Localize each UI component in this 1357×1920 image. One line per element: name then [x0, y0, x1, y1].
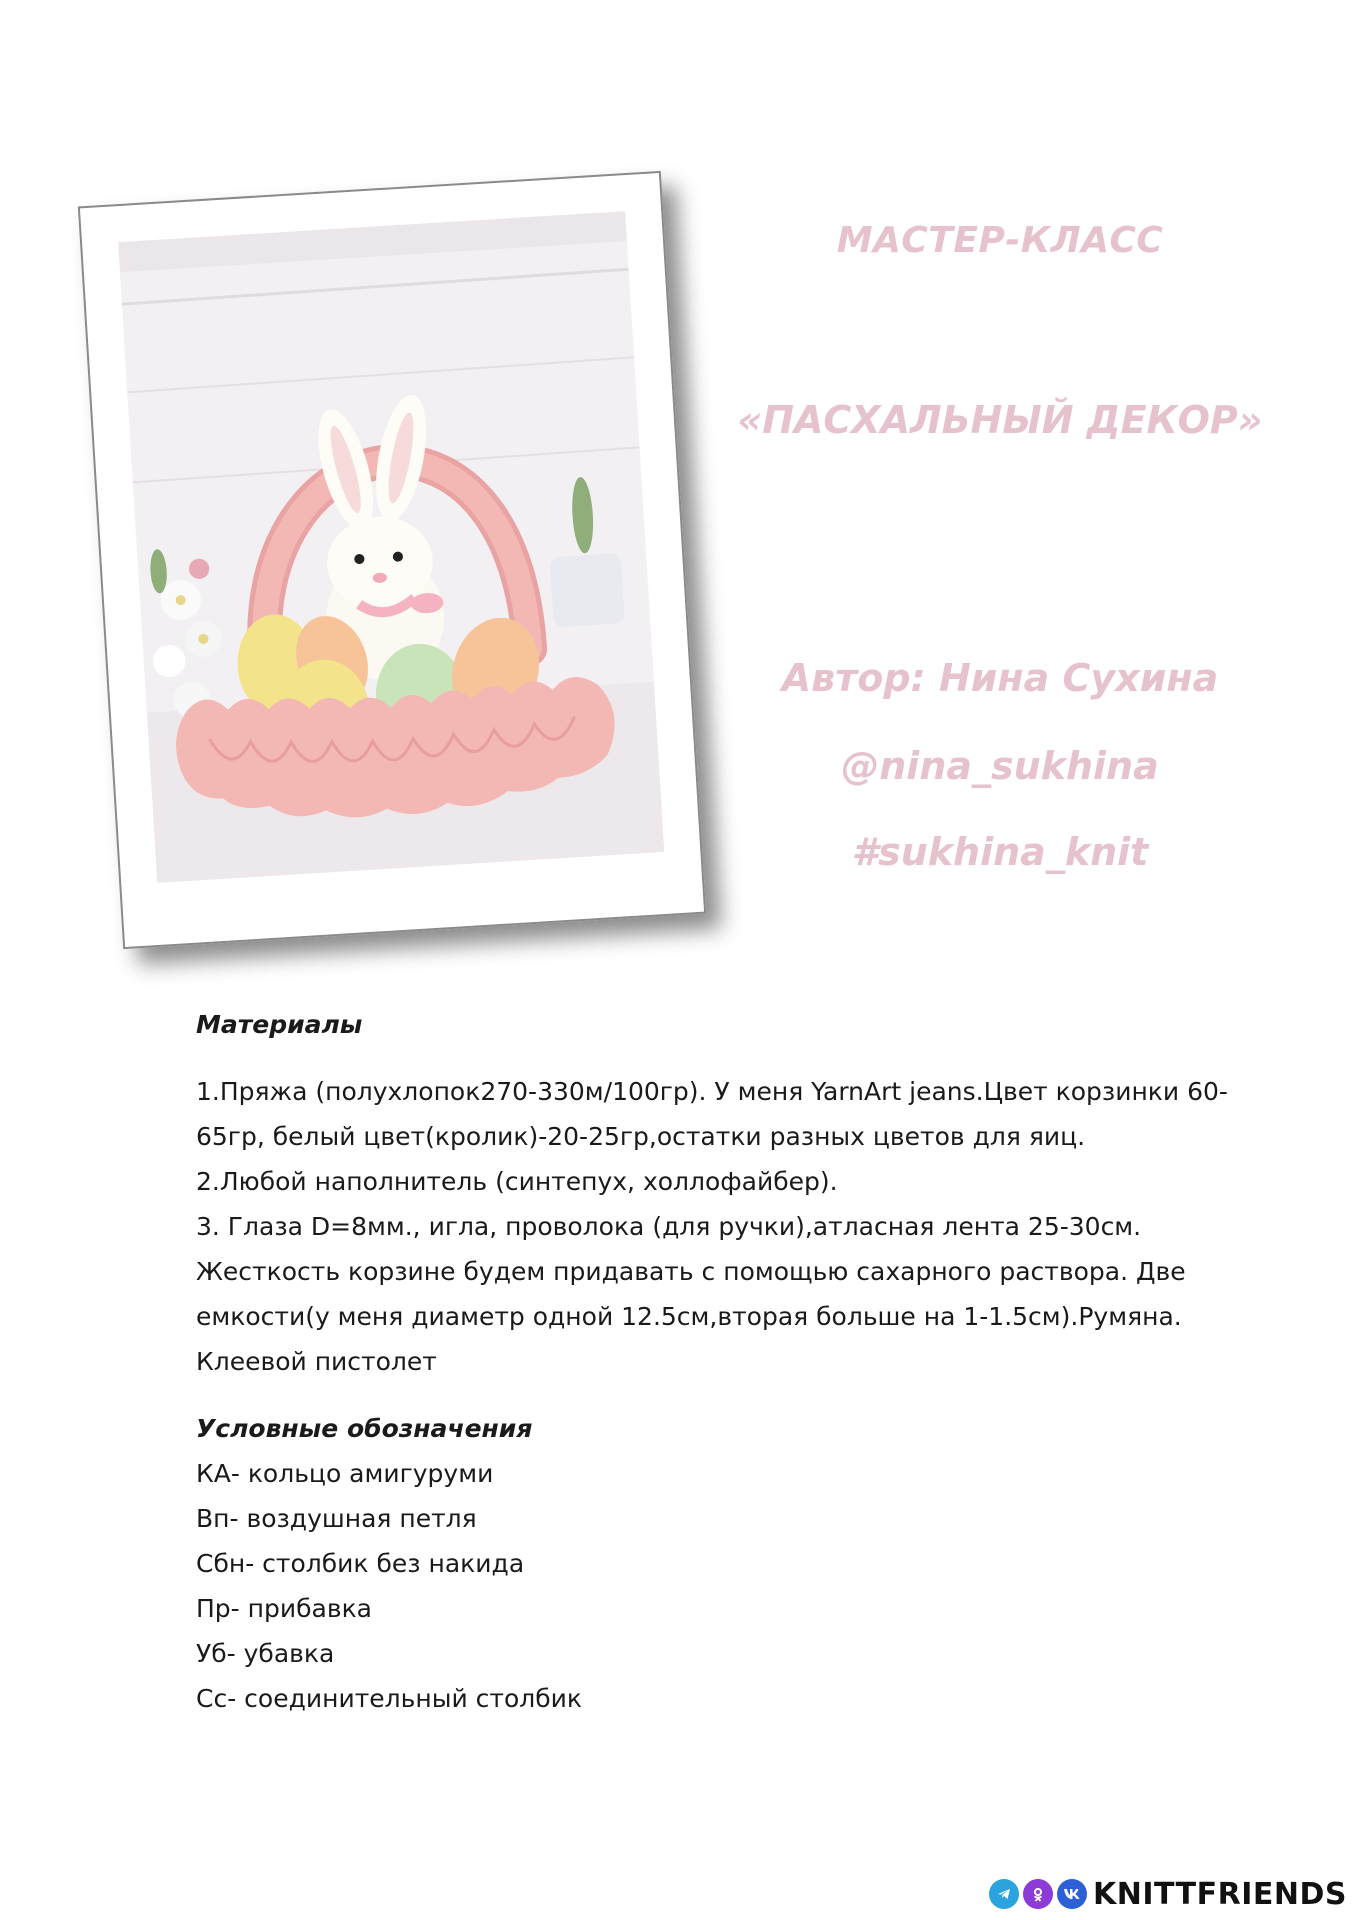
- legend-item: Пр- прибавка: [196, 1594, 372, 1623]
- legend-item: КА- кольцо амигуруми: [196, 1459, 494, 1488]
- photo-frame: [78, 171, 706, 949]
- brand-name: KNITTFRIENDS: [1093, 1876, 1347, 1912]
- materials-list: [196, 1069, 1276, 1384]
- materials-item: 1.Пряжа (полухлопок270-330м/100гр). У меня YarnArt jeans.Цвет корзинки 60-65гр, белый цвет(кролик)-20-25гр,остатки разных цветов для яиц.: [196, 1077, 1228, 1151]
- legend-item: Вп- воздушная петля: [196, 1504, 477, 1533]
- hashtag: #sukhina_knit: [851, 830, 1149, 874]
- vk-icon: [1057, 1879, 1087, 1909]
- materials-item: 3. Глаза D=8мм., игла, проволока (для ручки),атласная лента 25-30см. Жесткость корзине будем придавать с помощью сахарного раствора. Две емкости(у меня диаметр одной 12.5см,вторая больше на 1-1.5см).Румяна. Клеевой пистолет: [196, 1212, 1186, 1376]
- brand-footer: [989, 1874, 1347, 1914]
- legend-item: Уб- убавка: [196, 1639, 335, 1668]
- author-handle: @nina_sukhina: [841, 744, 1159, 788]
- legend-item: Сбн- столбик без накида: [196, 1549, 525, 1578]
- document-body: [196, 1002, 1276, 1721]
- ok-icon: [1023, 1879, 1053, 1909]
- legend-heading: Условные обозначения: [196, 1414, 533, 1443]
- masterclass-label: МАСТЕР-КЛАСС: [836, 220, 1164, 261]
- easter-basket-photo: [118, 211, 664, 883]
- materials-item: 2.Любой наполнитель (синтепух, холлофайбер).: [196, 1167, 838, 1196]
- legend-list: [196, 1451, 1276, 1721]
- page-title: «ПАСХАЛЬНЫЙ ДЕКОР»: [737, 398, 1263, 442]
- telegram-icon: [989, 1879, 1019, 1909]
- legend-item: Сс- соединительный столбик: [196, 1684, 582, 1713]
- easter-basket-illustration: [118, 211, 664, 883]
- materials-heading: Материалы: [196, 1010, 363, 1039]
- author-line: Автор: Нина Сухина: [781, 656, 1219, 700]
